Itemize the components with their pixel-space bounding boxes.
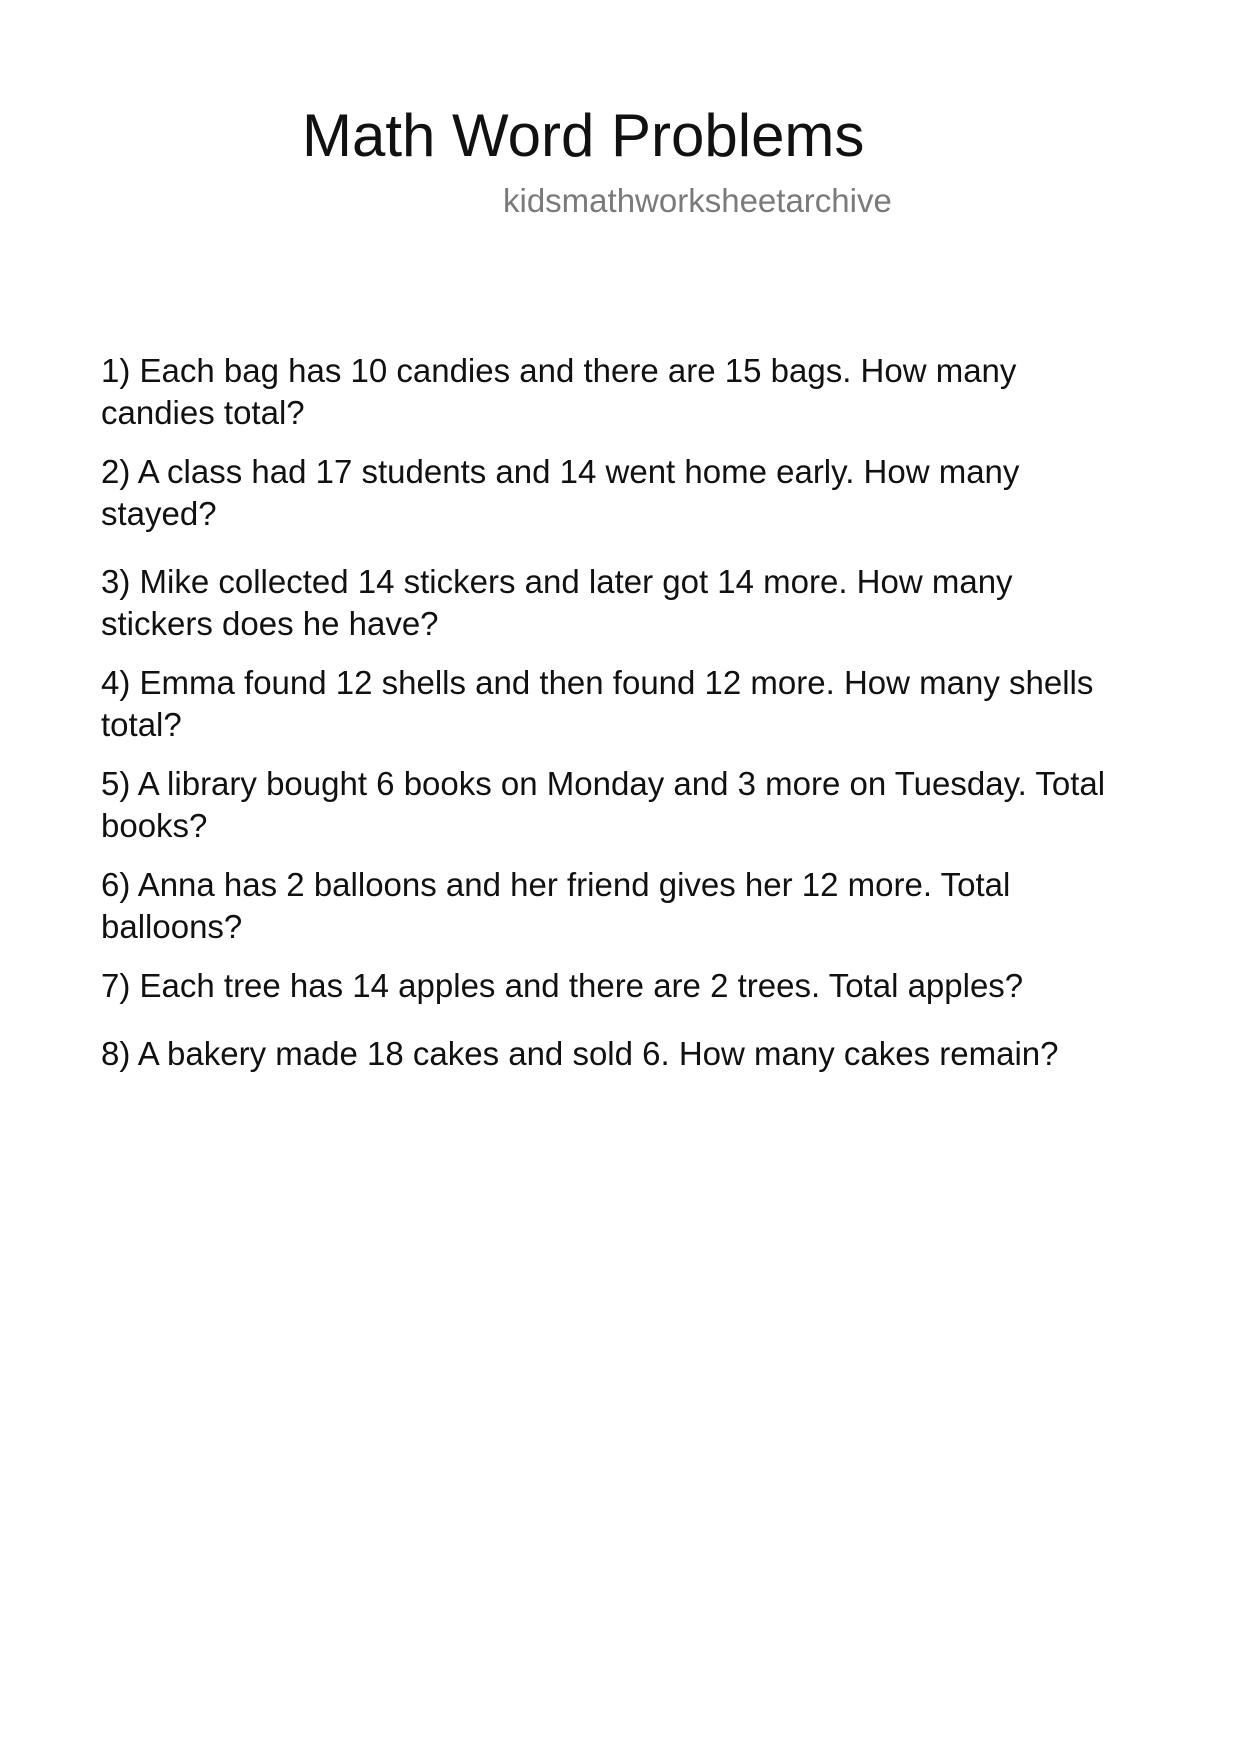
problem-item-8: 8) A bakery made 18 cakes and sold 6. How many cakes remain? [101, 1035, 1059, 1072]
problem-item-1: 1) Each bag has 10 candies and there are 15 bags. How many candies total? [101, 352, 1017, 431]
problem-list [101, 350, 1131, 1075]
problem-item-6: 6) Anna has 2 balloons and her friend gives her 12 more. Total balloons? [101, 866, 1011, 945]
problem-item-7: 7) Each tree has 14 apples and there are 2 trees. Total apples? [101, 967, 1024, 1004]
problem-item-2: 2) A class had 17 students and 14 went home early. How many stayed? [101, 453, 1020, 532]
problem-item-3: 3) Mike collected 14 stickers and later got 14 more. How many stickers does he have? [101, 563, 1013, 642]
problem-item-5: 5) A library bought 6 books on Monday and 3 more on Tuesday. Total books? [101, 765, 1106, 844]
problem-item-4: 4) Emma found 12 shells and then found 12 more. How many shells total? [101, 664, 1094, 743]
page-title: Math Word Problems [302, 102, 865, 169]
source-label: kidsmathworksheetarchive [503, 182, 892, 219]
